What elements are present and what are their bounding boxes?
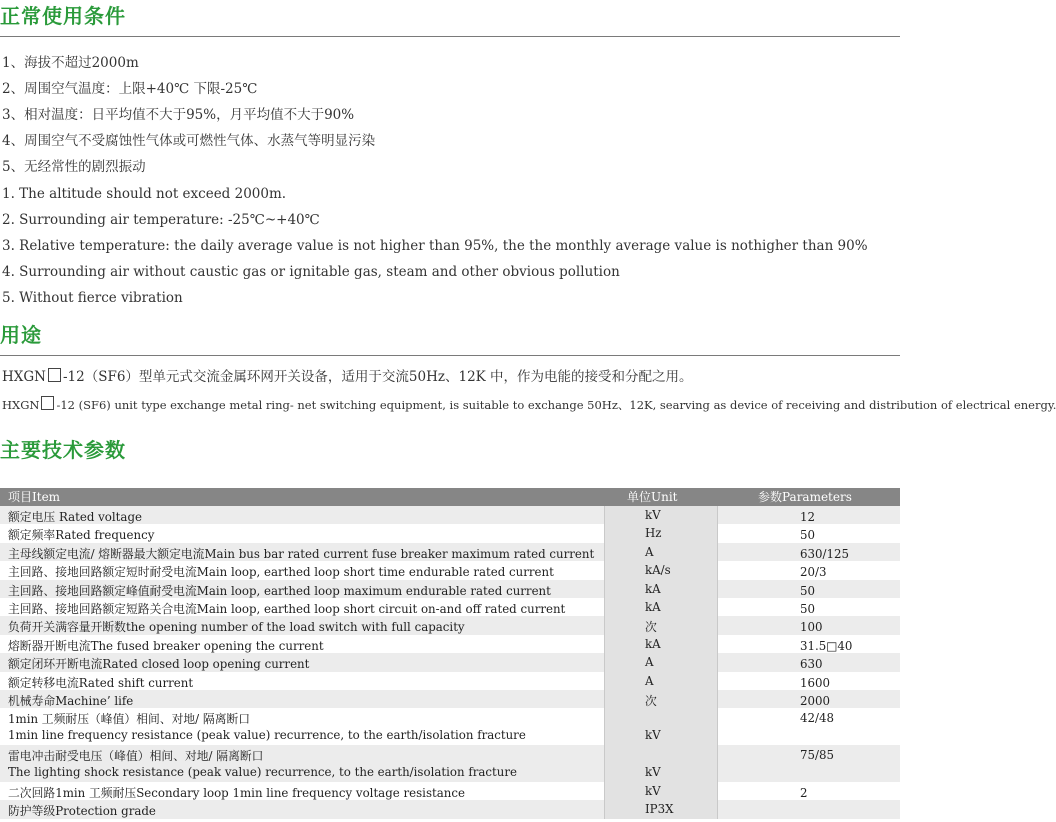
parameter-cell [718,561,900,579]
divider [0,355,900,356]
unit-cell [605,745,718,782]
item-label: 1min 工频耐压（峰值）相间、对地/ 隔离断口 [8,712,251,727]
header-unit: 单位Unit [627,490,678,504]
parameter-value: 630/125 [800,546,850,561]
params-table [0,488,900,819]
unit-cell [605,580,718,598]
unit-value: kA [645,599,661,614]
parameter-cell [718,690,900,708]
section-title-usage: 用途 [0,323,42,347]
condition-cn-4: 4、周围空气不受腐蚀性气体或可燃性气体、水蒸气等明显污染 [2,133,376,149]
unit-value: kA [645,581,661,596]
parameter-value: 100 [800,620,823,635]
item-cell [0,800,605,818]
parameter-value: 42/48 [800,711,834,726]
table-header [0,488,900,506]
table-body [0,506,900,819]
unit-cell [605,708,718,745]
parameter-cell [718,672,900,690]
usage-en-text: -12 (SF6) unit type exchange metal ring- net switching equipment, is suitable to exchange 50Hz、12K, searving as device of receiving and distribution of electrical energy. [56,398,1056,412]
item-cell [0,524,605,542]
parameter-value: 20/3 [800,565,827,580]
item-label: 负荷开关满容量开断数the opening number of the load switch with full capacity [8,620,465,635]
parameter-value: 12 [800,510,816,524]
parameter-value: 2 [800,785,808,800]
table-row [0,524,900,542]
table-row [0,800,900,818]
parameter-value: 2000 [800,693,831,708]
table-row [0,616,900,634]
unit-value: A [645,655,654,670]
parameter-value: 1600 [800,675,831,690]
item-label-en: The lighting shock resistance (peak value) recurrence, to the earth/isolation fracture [8,765,517,780]
table-row [0,635,900,653]
divider [0,36,900,37]
parameter-value: 50 [800,601,816,616]
parameter-cell [718,635,900,653]
table-row [0,745,900,782]
condition-en-4: 4. Surrounding air without caustic gas or ignitable gas, steam and other obvious pollution [2,264,620,280]
usage-en [2,396,1056,414]
item-label: 主回路、接地回路额定短路关合电流Main loop, earthed loop short circuit on-and off rated current [8,601,566,616]
item-cell [0,708,605,745]
unit-value: kV [645,765,661,780]
usage-cn-text: -12（SF6）型单元式交流金属环网开关设备，适用于交流50Hz、12K 中，作为电能的接受和分配之用。 [62,369,693,385]
parameter-cell [718,708,900,745]
item-label-en: 1min line frequency resistance (peak value) recurrence, to the earth/isolation fracture [8,728,526,743]
item-label: 主母线额定电流/ 熔断器最大额定电流Main bus bar rated current fuse breaker maximum rated current [8,546,595,561]
table-row [0,708,900,745]
condition-en-5: 5. Without fierce vibration [2,290,183,306]
item-label: 机械寿命Machine’ life [8,693,134,708]
parameter-cell [718,524,900,542]
item-label: 额定转移电流Rated shift current [8,675,194,690]
item-cell [0,580,605,598]
unit-cell [605,782,718,800]
item-label: 额定频率Rated frequency [8,528,155,543]
table-row [0,543,900,561]
unit-cell [605,672,718,690]
header-parameters: 参数Parameters [758,490,852,504]
parameter-cell [718,543,900,561]
unit-value: kV [645,728,661,743]
table-row [0,690,900,708]
section-title-params: 主要技术参数 [0,438,126,462]
unit-cell [605,690,718,708]
parameter-cell [718,653,900,671]
condition-cn-2: 2、周围空气温度：上限+40℃ 下限-25℃ [2,81,258,97]
item-label: 主回路、接地回路额定短时耐受电流Main loop, earthed loop short time endurable rated current [8,565,554,580]
unit-value: A [645,544,654,559]
parameter-cell [718,580,900,598]
unit-value: 次 [645,620,657,635]
parameter-cell [718,782,900,800]
item-label: 二次回路1min 工频耐压Secondary loop 1min line frequency voltage resistance [8,785,465,800]
item-label: 额定电压 Rated voltage [8,510,142,524]
condition-en-1: 1. The altitude should not exceed 2000m. [2,186,287,202]
unit-value: kA [645,636,661,651]
item-cell [0,616,605,634]
condition-en-3: 3. Relative temperature: the daily average value is not higher than 95%, the the monthly average value is nothigher than 90% [2,238,868,254]
item-cell [0,672,605,690]
condition-en-2: 2. Surrounding air temperature: -25℃~+40℃ [2,212,320,228]
table-row [0,506,900,524]
item-label: 雷电冲击耐受电压（峰值）相间、对地/ 隔离断口 [8,749,264,764]
parameter-value: 75/85 [800,748,834,763]
unit-value: 次 [645,693,657,708]
table-row [0,561,900,579]
usage-en-model: HXGN [2,398,40,412]
table-row [0,672,900,690]
item-label: 主回路、接地回路额定峰值耐受电流Main loop, earthed loop maximum endurable rated current [8,583,551,598]
condition-cn-5: 5、无经常性的剧烈振动 [2,159,146,175]
parameter-value: 50 [800,583,816,598]
table-row [0,653,900,671]
unit-cell [605,543,718,561]
table-row [0,598,900,616]
condition-cn-3: 3、相对温度：日平均值不大于95%，月平均值不大于90% [2,107,355,123]
parameter-cell [718,745,900,782]
condition-cn-1: 1、海拔不超过2000m [2,55,139,71]
item-cell [0,653,605,671]
item-cell [0,635,605,653]
unit-value: IP3X [645,802,674,817]
parameter-cell [718,506,900,524]
unit-value: kV [645,508,661,522]
unit-cell [605,653,718,671]
unit-cell [605,800,718,818]
unit-cell [605,524,718,542]
unit-value: kV [645,783,661,798]
unit-value: kA/s [645,563,671,578]
parameter-cell [718,598,900,616]
item-cell [0,543,605,561]
parameter-value: 630 [800,657,823,672]
item-label: 防护等级Protection grade [8,804,156,819]
parameter-value: 50 [800,528,816,543]
placeholder-box-icon [41,396,54,410]
section-title-conditions: 正常使用条件 [0,4,126,28]
unit-cell [605,598,718,616]
table-row [0,580,900,598]
item-cell [0,561,605,579]
item-label: 额定闭环开断电流Rated closed loop opening current [8,657,310,672]
item-cell [0,598,605,616]
usage-cn-model: HXGN [2,369,46,385]
parameter-cell [718,800,900,818]
unit-cell [605,616,718,634]
item-cell [0,745,605,782]
item-cell [0,506,605,524]
parameter-value: 31.5□40 [800,638,853,653]
placeholder-box-icon [48,368,61,382]
unit-value: Hz [645,526,662,541]
table-row [0,782,900,800]
item-cell [0,782,605,800]
item-label: 熔断器开断电流The fused breaker opening the current [8,638,324,653]
item-cell [0,690,605,708]
header-item: 项目Item [8,490,61,504]
unit-cell [605,506,718,524]
unit-cell [605,561,718,579]
parameter-cell [718,616,900,634]
usage-cn [2,368,693,386]
unit-cell [605,635,718,653]
unit-value: A [645,673,654,688]
